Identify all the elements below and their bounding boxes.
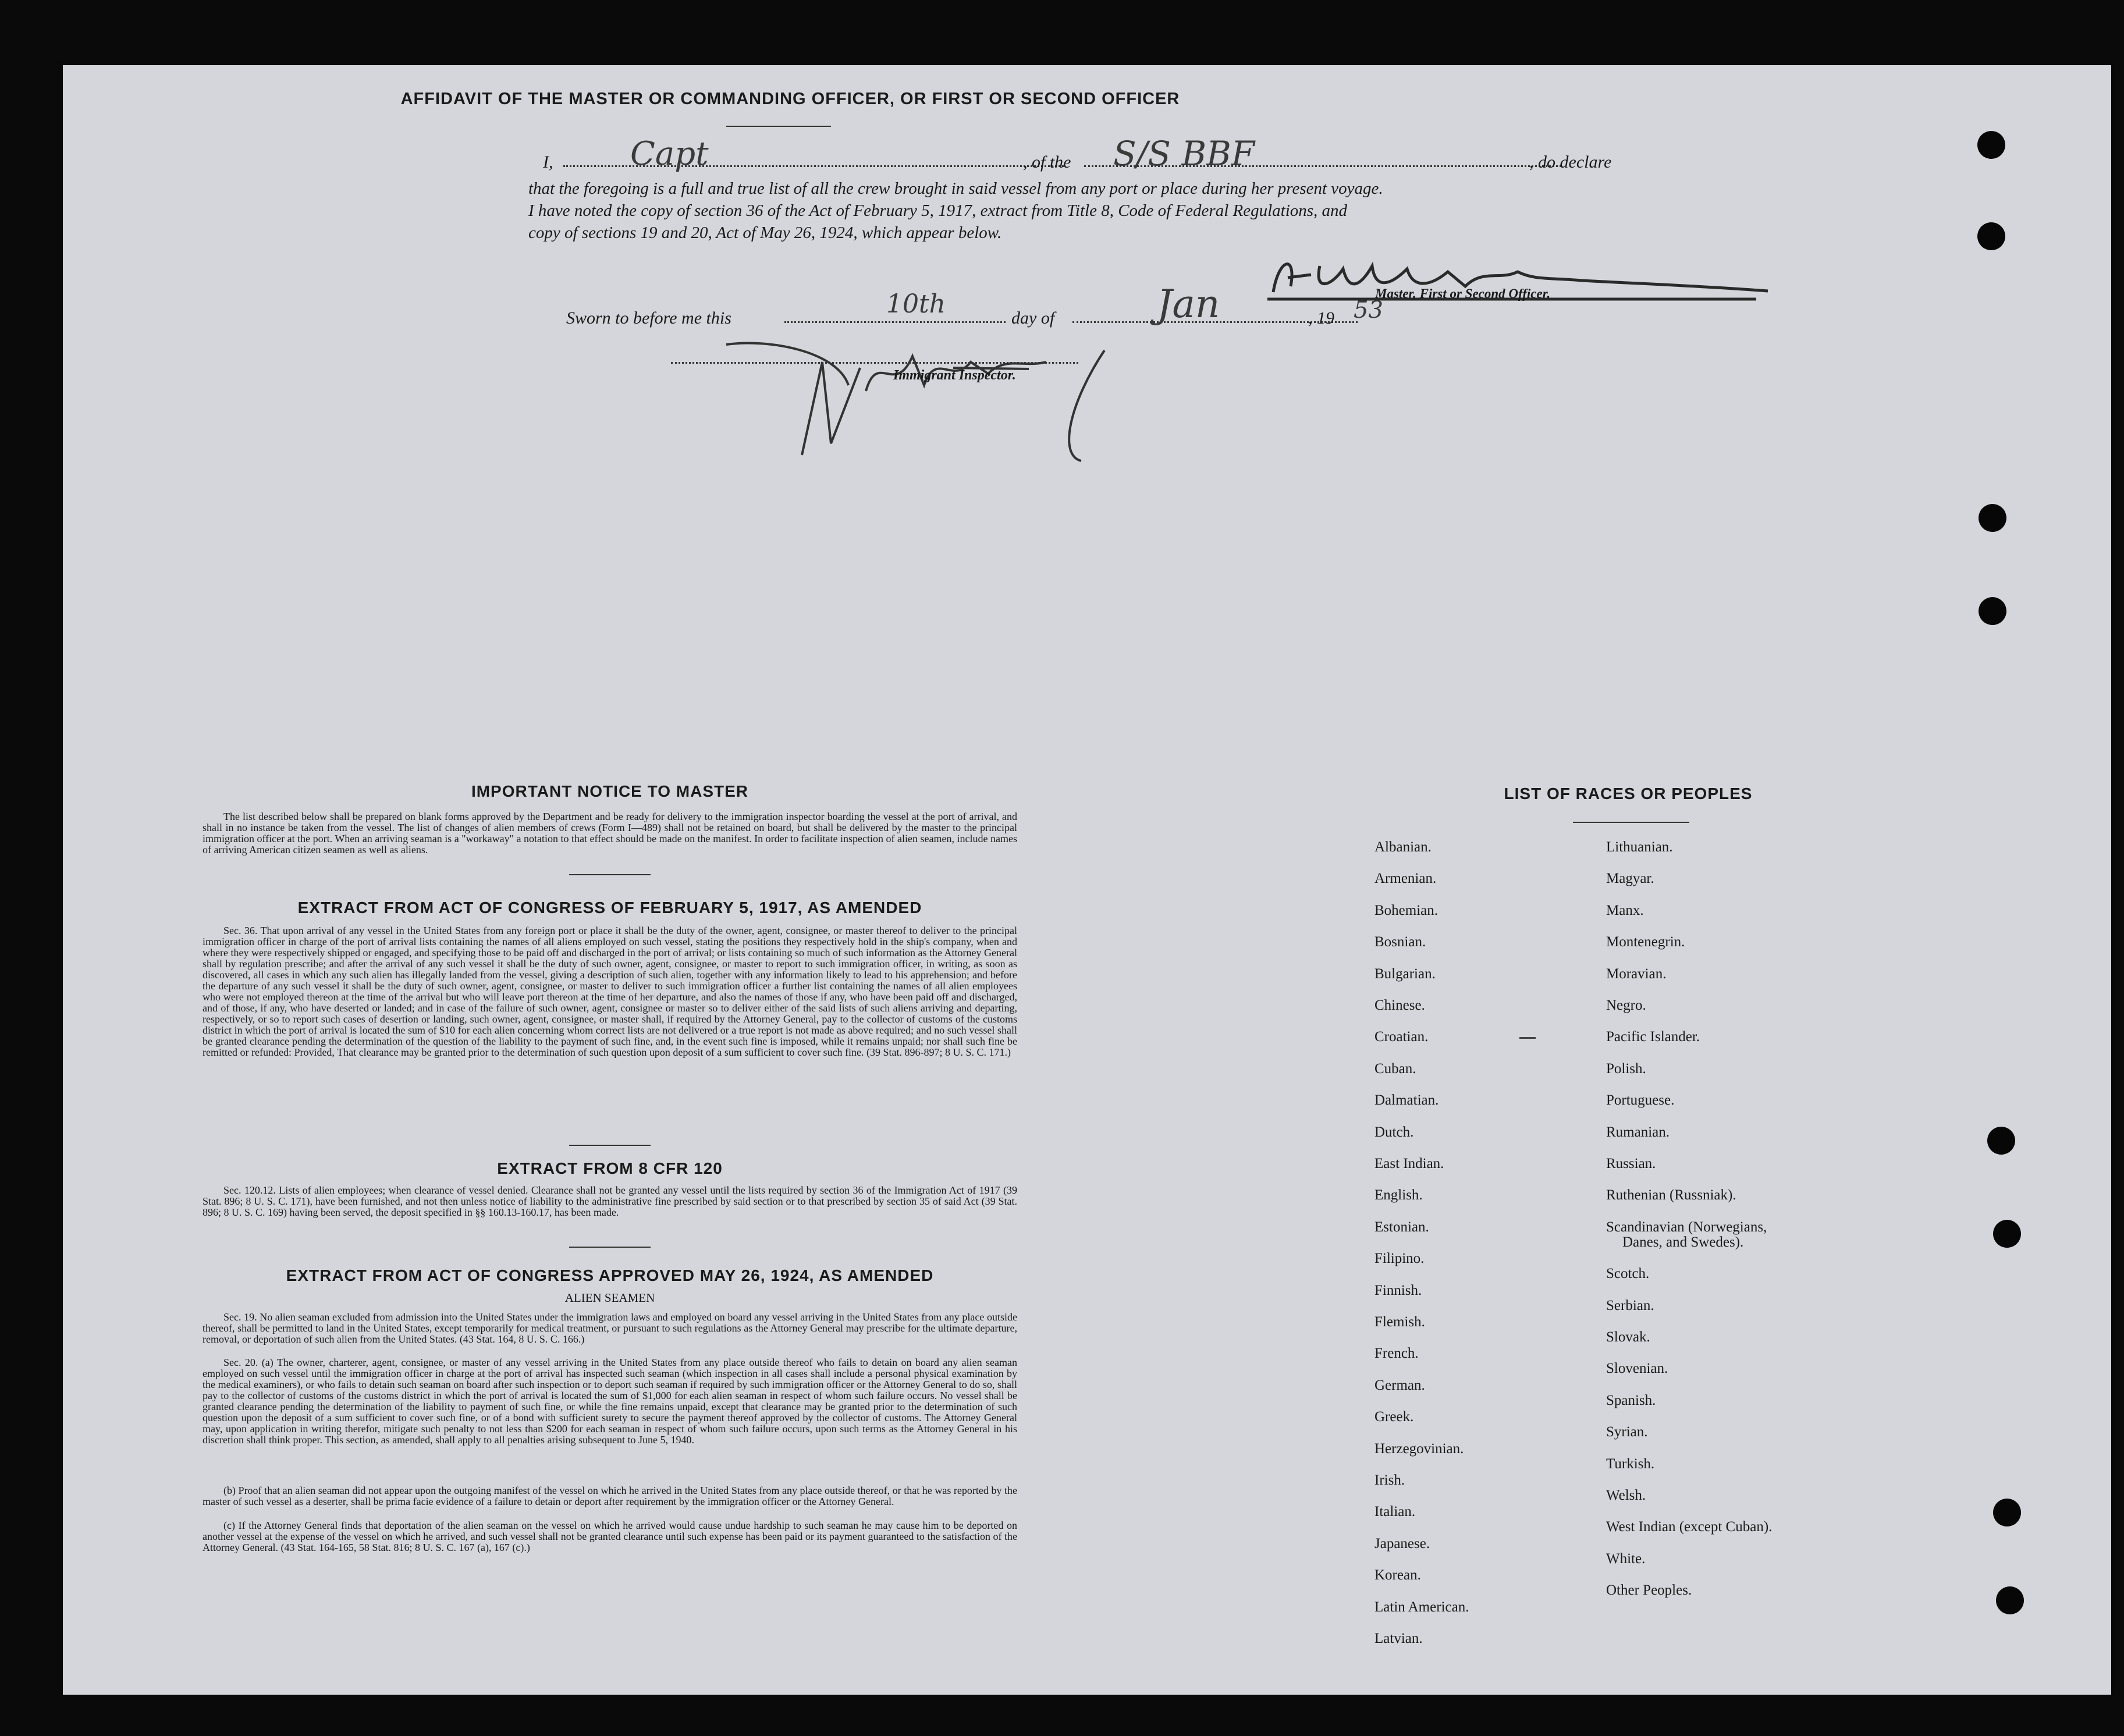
document-sheet [63, 65, 2111, 1695]
race-item: Chinese. [1374, 997, 1425, 1013]
vessel-handwritten: S/S BBF [1113, 134, 1255, 173]
race-item: Albanian. [1374, 839, 1432, 855]
races-rule [1573, 822, 1689, 823]
race-item: Pacific Islander. [1606, 1029, 1700, 1045]
race-item: Greek. [1374, 1409, 1414, 1425]
extract-1917-title: EXTRACT FROM ACT OF CONGRESS OF FEBRUARY 5, 1917, AS AMENDED [297, 899, 922, 917]
race-item: East Indian. [1374, 1156, 1444, 1171]
affidavit-title: AFFIDAVIT OF THE MASTER OR COMMANDING OFFICER, OR FIRST OR SECOND OFFICER [400, 90, 1180, 108]
race-item: Bosnian. [1374, 934, 1426, 950]
race-item: Herzegovinian. [1374, 1440, 1464, 1457]
race-item: West Indian (except Cuban). [1606, 1519, 1773, 1535]
master-label: Master, First or Second Officer. [1375, 286, 1551, 301]
extract-1924-subtitle: ALIEN SEAMEN [564, 1291, 655, 1305]
affidavit-line-2: that the foregoing is a full and true list of all the crew brought in said vessel from any port or place during her present voyage. [528, 179, 1383, 198]
race-item: Russian. [1606, 1156, 1656, 1171]
race-item: Dutch. [1374, 1124, 1414, 1140]
race-item: Portuguese. [1606, 1092, 1675, 1109]
extract-cfr-title: EXTRACT FROM 8 CFR 120 [497, 1159, 723, 1177]
binder-hole [1979, 597, 2006, 625]
race-item: Rumanian. [1606, 1124, 1670, 1140]
race-item: Lithuanian. [1606, 839, 1673, 855]
race-item: Flemish. [1374, 1314, 1425, 1330]
sworn-prefix: Sworn to before me this [566, 308, 731, 328]
sworn-month: Jan [1157, 282, 1220, 326]
extract-1917-body: Sec. 36. That upon arrival of any vessel in the United States from any foreign port or place it shall be the duty of the owner, agent, consignee, or master thereof to deliver to the principal immigration officer in charge of the port of arrival lists containing the names of all aliens employed on such vessel, stating the positions they respectively hold in the ship's company, when and where they were respectively shipped or engaged, and specifying those to be paid off and discharged in the port of arrival; or lists containing so much of such information as the Attorney General shall by regulation prescribe; and after the arrival of any such vessel it shall be the duty of such owner, agent, consignee, or master to report to such immigration officer, in writing, as soon as discovered, all cases in which any such alien has illegally landed from the vessel, giving a description of such alien, together with any information likely to lead to his apprehension; and before the departure of any such vessel it shall be the duty of such owner, agent, consignee, or master to deliver to such immigration officer a further list containing the names of all alien employees who were not employed thereon at the time of the arrival but who will leave port thereon at the time of her departure, and also the names of those if any, who have been paid off and discharged, and of those, if any, who have deserted or landed; and in case of the failure of such owner, agent, consignee or master so to deliver either of the said lists of such aliens arriving and departing, respectively, or so to report such cases of desertion or landing, such owner, agent, consignee, or master shall, if required by the Attorney General, pay to the collector of customs of the customs district in which the port of arrival is located the sum of $10 for each alien concerning whom correct lists are not delivered or a true report is not made as above required; and no such vessel shall be granted clearance pending the determination of the question of the liability to the payment of such fine, and, in the event such fine is imposed, while it remains unpaid; nor shall such fine be remitted or refunded: Provided, That clearance may be granted prior to the determination of such question upon deposit of a sum sufficient to cover such fine. (39 Stat. 896-897; 8 U. S. C. 171.) [203, 925, 1017, 1058]
declarant-handwritten: Capt [630, 135, 709, 173]
stray-mark [1519, 1037, 1536, 1039]
binder-hole [1987, 1127, 2015, 1155]
race-item: Latin American. [1374, 1599, 1469, 1615]
races-title: LIST OF RACES OR PEOPLES [1504, 784, 1753, 803]
race-item: Korean. [1374, 1567, 1421, 1584]
race-item: Welsh. [1606, 1488, 1646, 1503]
race-item: Ruthenian (Russniak). [1606, 1187, 1736, 1204]
race-item: Danes, and Swedes). [1622, 1234, 1744, 1250]
affidavit-line-3: I have noted the copy of section 36 of the Act of February 5, 1917, extract from Title 8, Code of Federal Regulations, and [528, 201, 1348, 220]
race-item: Armenian. [1374, 871, 1437, 887]
race-item: White. [1606, 1550, 1646, 1567]
sworn-day: 10th [886, 289, 946, 319]
race-item: Polish. [1606, 1060, 1646, 1077]
race-item: Japanese. [1374, 1535, 1430, 1552]
race-item: Manx. [1606, 902, 1644, 918]
affidavit-line-4: copy of sections 19 and 20, Act of May 26, 1924, which appear below. [528, 223, 1002, 242]
race-item: Moravian. [1606, 965, 1667, 982]
year-suffix: 53 [1354, 297, 1383, 324]
inspector-label: Immigrant Inspector. [893, 368, 1016, 383]
extract-1924-p1: Sec. 19. No alien seaman excluded from admission into the United States under the immigration laws and employed on board any vessel arriving in the United States from any place outside thereof, shall be permitted to land in the United States, except temporarily for medical treatment, or pursuant to such regulations as the Attorney General may prescribe for the ultimate departure, removal, or deportation of such alien from the United States. (43 Stat. 164, 8 U. S. C. 166.) [203, 1311, 1017, 1345]
race-item: English. [1374, 1187, 1423, 1204]
race-item: Serbian. [1606, 1297, 1654, 1313]
binder-hole [1977, 222, 2005, 250]
race-item: Syrian. [1606, 1424, 1648, 1440]
vessel-prefix: , of the [1023, 152, 1071, 172]
race-item: Bulgarian. [1374, 965, 1436, 982]
inspector-signature [720, 315, 1186, 478]
race-item: Montenegrin. [1606, 934, 1685, 950]
day-of-label: day of [1011, 308, 1055, 328]
race-item: Finnish. [1374, 1282, 1422, 1298]
race-item: Italian. [1374, 1504, 1416, 1520]
do-declare: , do declare [1529, 152, 1612, 172]
year-prefix: , 19 [1308, 308, 1334, 328]
race-item: Spanish. [1606, 1392, 1656, 1408]
binder-hole [1993, 1499, 2021, 1526]
race-item: Other Peoples. [1606, 1582, 1692, 1599]
extract-1917-rule [569, 1145, 651, 1146]
race-item: Slovenian. [1606, 1361, 1668, 1377]
notice-title: IMPORTANT NOTICE TO MASTER [471, 782, 749, 800]
race-item: Irish. [1374, 1472, 1405, 1488]
race-item: Latvian. [1374, 1631, 1423, 1646]
binder-hole [1979, 504, 2006, 532]
race-item: Scandinavian (Norwegians, [1606, 1219, 1767, 1235]
title-rule [726, 126, 831, 127]
binder-hole [1977, 131, 2005, 159]
binder-hole [1993, 1220, 2021, 1248]
race-item: Filipino. [1374, 1251, 1425, 1267]
race-item: French. [1374, 1346, 1419, 1362]
race-item: Estonian. [1374, 1219, 1429, 1235]
notice-body: The list described below shall be prepared on blank forms approved by the Department and be ready for delivery to the immigration inspector boarding the vessel at the port of arrival, and shall in no instance be taken from the vessel. The list of changes of alien members of crews (Form I—489) shall not be retained on board, but shall be delivered by the master to the principal immigration officer at the port. When an arriving seaman is a "workaway" a notation to that effect should be made on the manifest. In order to facilitate inspection of alien seamen, include names of arriving American citizen seamen as well as aliens. [203, 811, 1017, 855]
extract-1924-p4: (c) If the Attorney General finds that deportation of the alien seaman on the vessel on which he arrived would cause undue hardship to such seaman he may cause him to be deported on another vessel at the expense of the vessel on which he arrived, and such vessel shall not be granted clearance until such expense has been paid or its payment guaranteed to the satisfaction of the Attorney General. (43 Stat. 164-165, 58 Stat. 816; 8 U. S. C. 167 (a), 167 (c).) [203, 1520, 1017, 1553]
race-item: Magyar. [1606, 871, 1654, 887]
extract-1924-p2: Sec. 20. (a) The owner, charterer, agent, consignee, or master of any vessel arriving in the United States from any place outside thereof who fails to detain on board any alien seaman employed on such vessel until the immigration officer in charge at the port of arrival has inspected such seaman (which inspection in all cases shall include a personal physical examination by the medical examiners), or who fails to detain such seaman on board after such inspection or to deport such seaman if required by such immigration officer or the Attorney General to do so, shall pay to the collector of customs of the customs district in which the port of arrival is located the sum of $1,000 for each alien seaman in respect of whom such failure occurs. No vessel shall be granted clearance pending the determination of the liability to payment of such fine, or while the fine remains unpaid, except that clearance may be granted prior to the determination of such question upon the deposit of a sum sufficient to cover such fine, or of a bond with sufficient surety to secure the payment thereof approved by the collector of customs. The Attorney General may, upon application in writing therefor, mitigate such penalty to not less than $200 for each seaman in respect of whom such failure occurs, upon such terms as the Attorney General in his discretion shall think proper. This section, as amended, shall apply to all penalties arising subsequent to June 5, 1940. [203, 1357, 1017, 1446]
binder-hole [1996, 1586, 2024, 1614]
race-item: German. [1374, 1377, 1425, 1393]
notice-rule [569, 874, 651, 875]
extract-1924-title: EXTRACT FROM ACT OF CONGRESS APPROVED MAY 26, 1924, AS AMENDED [286, 1266, 934, 1284]
extract-1924-p3: (b) Proof that an alien seaman did not appear upon the outgoing manifest of the vessel on which he arrived in the United States from any place outside thereof, or that he was reported by the master of such vessel as a deserter, shall be prima facie evidence of a failure to detain or deport after requirement by the immigration officer or the Attorney General. [203, 1485, 1017, 1507]
race-item: Slovak. [1606, 1329, 1650, 1345]
race-item: Negro. [1606, 997, 1646, 1013]
race-item: Croatian. [1374, 1029, 1429, 1045]
race-item: Turkish. [1606, 1455, 1655, 1472]
extract-cfr-rule [569, 1247, 651, 1248]
declarant-prefix: I, [543, 152, 553, 172]
race-item: Bohemian. [1374, 902, 1439, 918]
race-item: Dalmatian. [1374, 1092, 1439, 1109]
race-item: Cuban. [1374, 1060, 1416, 1077]
race-item: Scotch. [1606, 1266, 1650, 1282]
extract-cfr-body: Sec. 120.12. Lists of alien employees; when clearance of vessel denied. Clearance shall not be granted any vessel until the lists required by section 36 of the Immigration Act of 1917 (39 Stat. 896; 8 U. S. C. 171), have been furnished, and not then unless notice of liability to the administrative fine prescribed by said section or to that prescribed by section 35 of said Act (39 Stat. 896; 8 U. S. C. 169) having been served, the deposit specified in §§ 160.13-160.17, has been made. [203, 1184, 1017, 1218]
